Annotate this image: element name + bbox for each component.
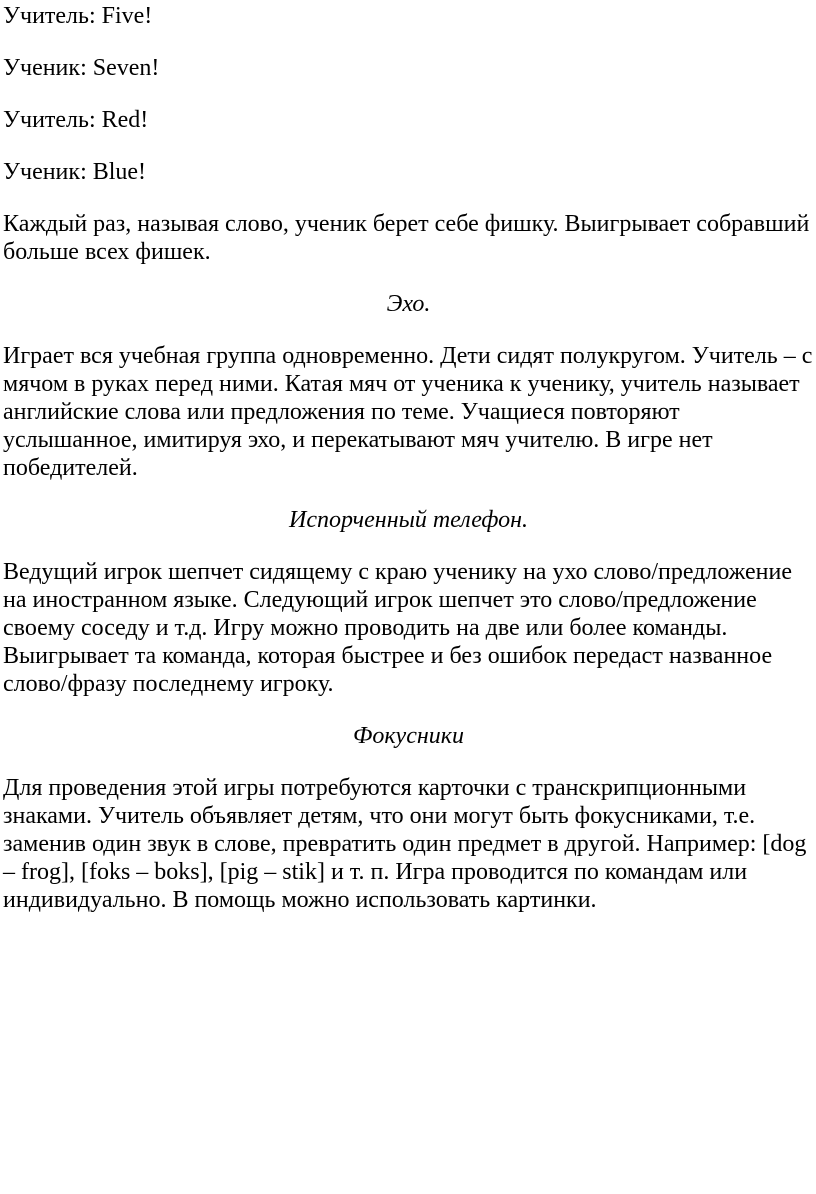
dialogue-line-student-2: Ученик: Blue!	[3, 159, 147, 185]
section-echo	[3, 290, 814, 482]
dialogue-line-student-1: Ученик: Seven!	[3, 55, 160, 81]
dialogue-line-teacher-2: Учитель: Red!	[3, 107, 149, 133]
dialogue-line-teacher-1: Учитель: Five!	[3, 3, 153, 29]
section-magicians	[3, 722, 814, 914]
section-magicians-title: Фокусники	[353, 723, 464, 749]
section-broken-telephone	[3, 506, 814, 698]
section-broken-telephone-body: Ведущий игрок шепчет сидящему с краю ученику на ухо слово/предложение на иностранном языке. Следующий игрок шепчет это слово/предложение своему соседу и т.д. Игру можно проводить на две или более команды. Выигрывает та команда, которая быстрее и без ошибок передаст названное слово/фразу последнему игроку.	[3, 559, 793, 697]
section-echo-body: Играет вся учебная группа одновременно. Дети сидят полукругом. Учитель – с мячом в руках перед ними. Катая мяч от ученика к ученику, учитель называет английские слова или предложения по теме. Учащиеся повторяют услышанное, имитируя эхо, и перекатывают мяч учителю. В игре нет победителей.	[3, 343, 813, 481]
intro-paragraph: Каждый раз, называя слово, ученик берет себе фишку. Выигрывает собравший больше всех фишек.	[3, 211, 810, 265]
section-broken-telephone-title: Испорченный телефон.	[289, 507, 528, 533]
section-echo-title: Эхо.	[386, 291, 431, 317]
section-magicians-body: Для проведения этой игры потребуются карточки с транскрипционными знаками. Учитель объявляет детям, что они могут быть фокусниками, т.е. заменив один звук в слове, превратить один предмет в другой. Например: [dog – frog], [foks – boks], [pig – stik] и т. п. Игра проводится по командам или индивидуально. В помощь можно использовать картинки.	[3, 775, 807, 913]
